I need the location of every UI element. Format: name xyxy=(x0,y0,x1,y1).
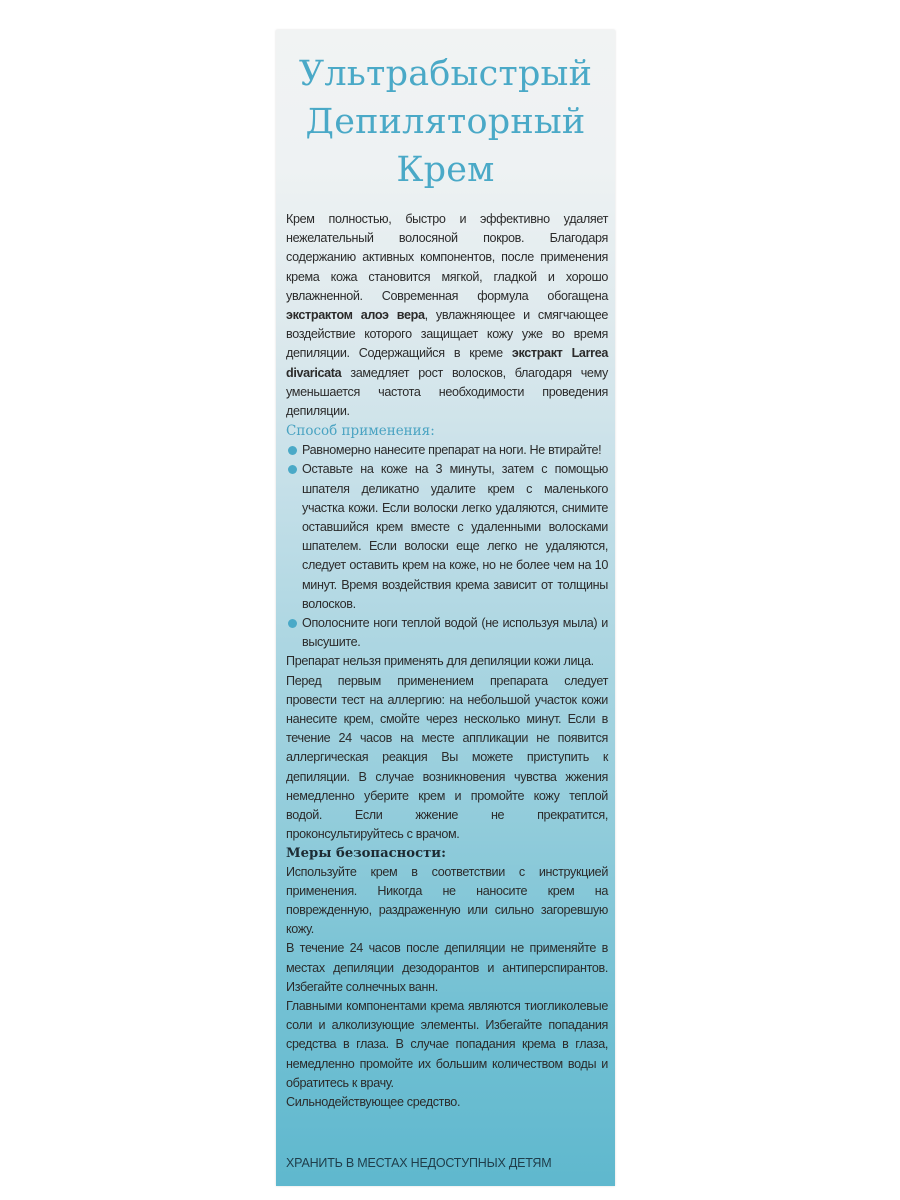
title-line-1: Ультрабыстрый xyxy=(298,54,593,94)
intro-bold-larrea: экстракт Larrea divaricata xyxy=(286,346,608,380)
intro-paragraph xyxy=(286,210,608,421)
intro-bold-aloe: экстрактом алоэ вера xyxy=(286,308,425,323)
usage-step-text: Оставьте на коже на 3 минуты, затем с помощью шпателя деликатно удалите крем с маленького участка кожи. Если волоски легко удаляются, снимите оставшийся крем вместе с удаленными волосками шпателем. Если волоски еще легко не удаляются, следует оставить крем на коже, но не более чем на 10 минут. Время воздействия крема зависит от толщины волосков. xyxy=(302,462,608,611)
safety-paragraph-1: Используйте крем в соответствии с инструкцией применения. Никогда не наносите крем на поврежденную, раздраженную или сильно загоревшую кожу. xyxy=(286,864,608,937)
intro-text-1: Крем полностью, быстро и эффективно удаляет нежелательный волосяной покров. Благодаря содержанию активных компонентов, после применения крема кожа становится мягкой, гладкой и хорошо увлажненной. Современная формула обогащена xyxy=(286,212,608,303)
allergy-test-paragraph: Перед первым применением препарата следует провести тест на аллергию: на небольшой участок кожи нанесите крем, смойте через несколько минут. Если в течение 24 часов на месте аппликации не появится аллергическая реакция Вы можете приступить к депиляции. В случае возникновения чувства жжения немедленно уберите крем и промойте кожу теплой водой. Если жжение не прекратится, проконсультируйтесь с врачом. xyxy=(286,673,608,842)
description-block xyxy=(286,210,608,1112)
safety-paragraph-2: В течение 24 часов после депиляции не применяйте в местах депиляции дезодорантов и антиперспирантов. Избегайте солнечных ванн. xyxy=(286,941,608,994)
title-line-2: Депиляторный xyxy=(305,102,586,142)
safety-paragraph-3: Главными компонентами крема являются тиогликолевые соли и алколизующие элементы. Избегайте попадания средства в глаза. В случае попадания крема в глаза, немедленно промойте их большим количеством воды и обратитесь к врачу. xyxy=(286,998,608,1090)
bullet-dot-icon xyxy=(288,465,297,474)
face-warning: Препарат нельзя применять для депиляции кожи лица. xyxy=(286,654,594,669)
usage-step xyxy=(286,460,608,614)
bullet-dot-icon xyxy=(288,619,297,628)
usage-step-text: Равномерно нанесите препарат на ноги. Не втирайте! xyxy=(302,443,602,458)
bullet-dot-icon xyxy=(288,446,297,455)
intro-text-3: замедляет рост волосков, благодаря чему уменьшается частота необходимости проведения депиляции. xyxy=(286,365,608,419)
title-line-3: Крем xyxy=(396,150,495,190)
package-panel xyxy=(276,30,615,1186)
usage-step-text: Ополосните ноги теплой водой (не используя мыла) и высушите. xyxy=(302,616,608,650)
usage-step xyxy=(286,441,608,460)
usage-step xyxy=(286,614,608,652)
intro-text-2: , увлажняющее и смягчающее воздействие которого защищает кожу уже во время депиляции. Содержащийся в креме xyxy=(286,308,608,361)
keep-away-warning: ХРАНИТЬ В МЕСТАХ НЕДОСТУПНЫХ ДЕТЯМ xyxy=(286,1156,552,1170)
usage-steps xyxy=(286,441,608,652)
product-title xyxy=(276,50,615,194)
potent-note: Сильнодействующее средство. xyxy=(286,1094,461,1109)
safety-heading: Меры безопасности: xyxy=(286,845,446,861)
usage-heading: Способ применения: xyxy=(286,423,435,440)
